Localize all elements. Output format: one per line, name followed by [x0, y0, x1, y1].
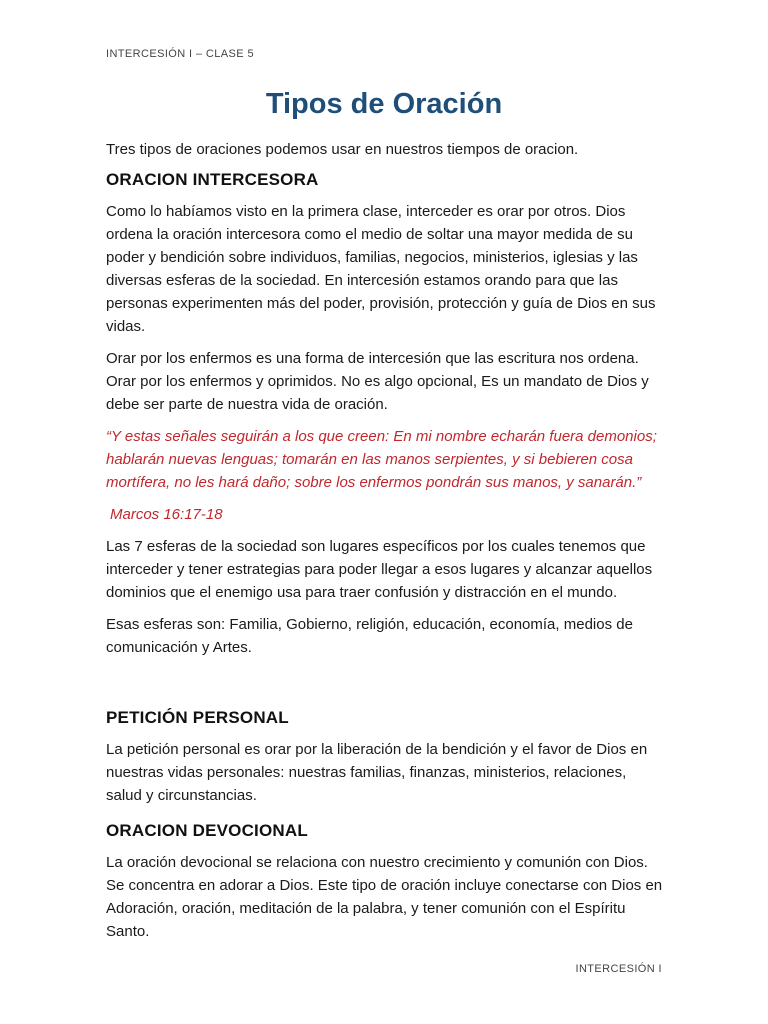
section-spacer	[106, 668, 666, 694]
scripture-quote: “Y estas señales seguirán a los que creen: En mi nombre echarán fuera demonios; hablarán nuevas lenguas; tomarán en las manos serpientes, y si bebieren cosa mortífera, no les hará daño; sobre los enfermos pondrán sus manos, y sanarán.”	[106, 428, 657, 491]
running-header: INTERCESIÓN I – CLASE 5	[106, 48, 254, 60]
paragraph: Esas esferas son: Familia, Gobierno, religión, educación, economía, medios de comunicación y Artes.	[106, 616, 633, 656]
paragraph: Orar por los enfermos es una forma de intercesión que las escritura nos ordena. Orar por los enfermos y oprimidos. No es algo opcional, Es un mandato de Dios y debe ser parte de nuestra vida de oración.	[106, 350, 649, 413]
paragraph: La oración devocional se relaciona con nuestro crecimiento y comunión con Dios. Se concentra en adorar a Dios. Este tipo de oración incluye conectarse con Dios en Adoración, oración, meditación de la palabra, y tener comunión con el Espíritu Santo.	[106, 854, 663, 940]
section-heading-devocional: ORACION DEVOCIONAL	[106, 821, 308, 840]
page-title: Tipos de Oración	[265, 88, 503, 120]
intro-paragraph: Tres tipos de oraciones podemos usar en nuestros tiempos de oracion.	[106, 141, 579, 158]
running-footer: INTERCESIÓN I	[575, 963, 662, 975]
paragraph: Como lo habíamos visto en la primera clase, interceder es orar por otros. Dios ordena la oración intercesora como el medio de soltar una mayor medida de su poder y bendición sobre individuos, familias, negocios, ministerios, iglesias y las diversas esferas de la sociedad. En intercesión estamos orando para que las personas experimenten más del poder, provisión, protección y guía de Dios en sus vidas.	[106, 203, 656, 335]
section-heading-personal: PETICIÓN PERSONAL	[106, 708, 289, 727]
scripture-reference: Marcos 16:17-18	[110, 506, 223, 523]
paragraph: La petición personal es orar por la liberación de la bendición y el favor de Dios en nuestras vidas personales: nuestras familias, finanzas, ministerios, relaciones, salud y circunstancias.	[106, 741, 648, 804]
section-heading-intercesora: ORACION INTERCESORA	[106, 170, 319, 189]
document-body	[106, 138, 666, 952]
paragraph: Las 7 esferas de la sociedad son lugares específicos por los cuales tenemos que interceder y tener estrategias para poder llegar a esos lugares y alcanzar aquellos dominios que el enemigo usa para traer confusión y distracción en el mundo.	[106, 538, 653, 601]
